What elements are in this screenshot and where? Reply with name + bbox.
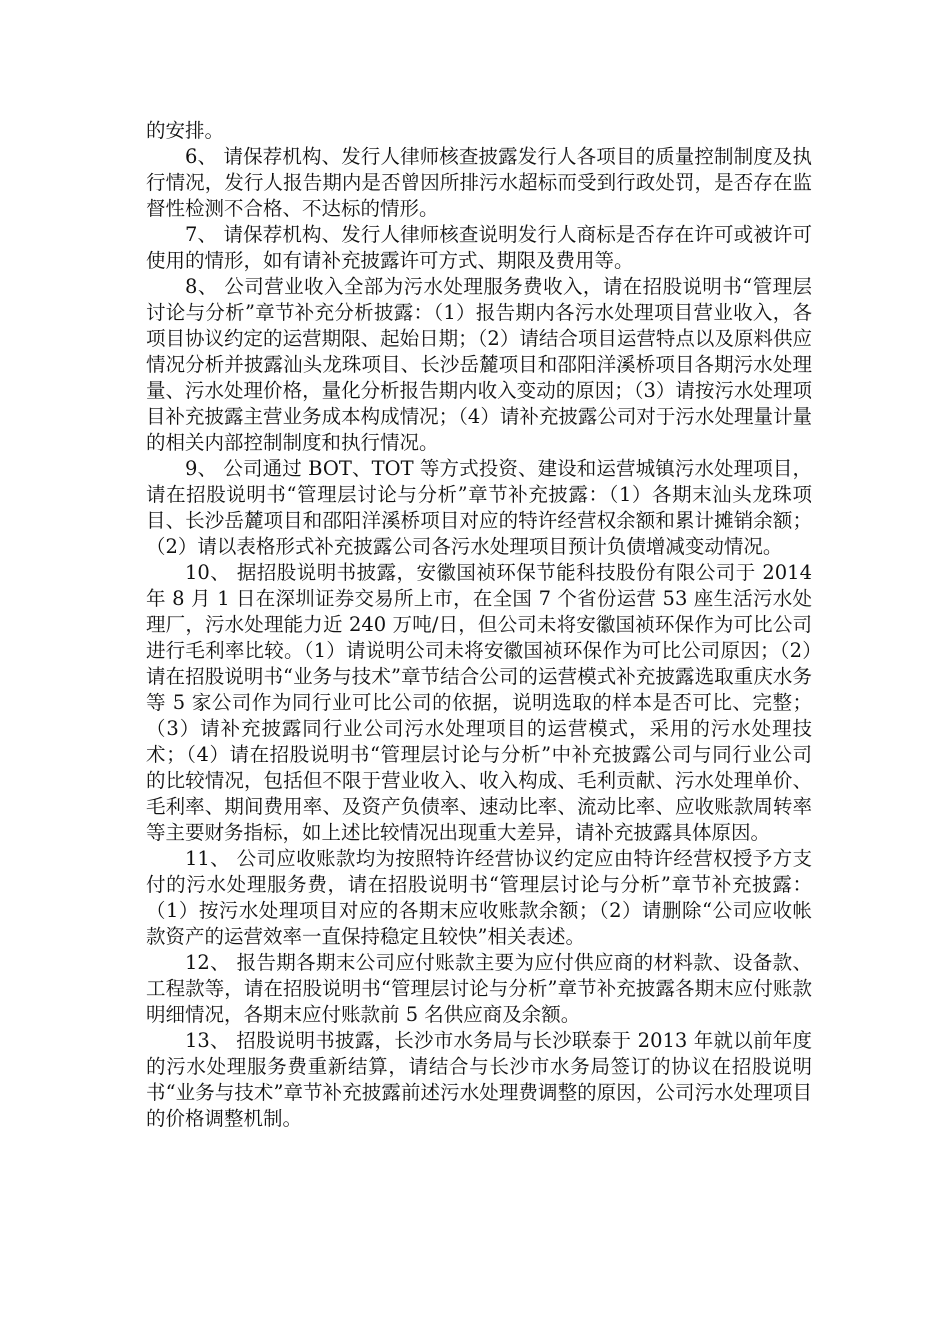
document-page [146, 118, 812, 1132]
paragraph-item-12: 12、 报告期各期末公司应付账款主要为应付供应商的材料款、设备款、工程款等，请在招股说明书“管理层讨论与分析”章节补充披露各期末应付账款明细情况，各期末应付账款前 5 名供应商及余额。 [146, 951, 812, 1026]
paragraph-item-10: 10、 据招股说明书披露，安徽国祯环保节能科技股份有限公司于 2014 年 8 月 1 日在深圳证券交易所上市，在全国 7 个省份运营 53 座生活污水处理厂，污水处理能力近 240 万吨/日，但公司未将安徽国祯环保作为可比公司进行毛利率比较。（1）请说明公司未将安徽国祯环保作为可比公司原因；（2）请在招股说明书“业务与技术”章节结合公司的运营模式补充披露选取重庆水务等 5 家公司作为同行业可比公司的依据，说明选取的样本是否可比、完整；（3）请补充披露同行业公司污水处理项目的运营模式，采用的污水处理技术；（4）请在招股说明书“管理层讨论与分析”中补充披露公司与同行业公司的比较情况，包括但不限于营业收入、收入构成、毛利贡献、污水处理单价、毛利率、期间费用率、及资产负债率、速动比率、流动比率、应收账款周转率等主要财务指标，如上述比较情况出现重大差异，请补充披露具体原因。 [146, 561, 812, 844]
paragraph-continuation: 的安排。 [146, 119, 225, 142]
paragraph-item-7: 7、 请保荐机构、发行人律师核查说明发行人商标是否存在许可或被许可使用的情形，如有请补充披露许可方式、期限及费用等。 [146, 223, 812, 272]
paragraph-item-8: 8、 公司营业收入全部为污水处理服务费收入，请在招股说明书“管理层讨论与分析”章节补充分析披露：（1）报告期内各污水处理项目营业收入，各项目协议约定的运营期限、起始日期；（2）请结合项目运营特点以及原料供应情况分析并披露汕头龙珠项目、长沙岳麓项目和邵阳洋溪桥项目各期污水处理量、污水处理价格，量化分析报告期内收入变动的原因；（3）请按污水处理项目补充披露主营业务成本构成情况；（4）请补充披露公司对于污水处理量计量的相关内部控制制度和执行情况。 [146, 275, 812, 454]
paragraph-item-9: 9、 公司通过 BOT、TOT 等方式投资、建设和运营城镇污水处理项目，请在招股说明书“管理层讨论与分析”章节补充披露：（1）各期末汕头龙珠项目、长沙岳麓项目和邵阳洋溪桥项目对应的特许经营权余额和累计摊销余额；（2）请以表格形式补充披露公司各污水处理项目预计负债增减变动情况。 [146, 457, 812, 558]
paragraph-item-6: 6、 请保荐机构、发行人律师核查披露发行人各项目的质量控制制度及执行情况，发行人报告期内是否曾因所排污水超标而受到行政处罚，是否存在监督性检测不合格、不达标的情形。 [146, 145, 812, 220]
paragraph-item-13: 13、 招股说明书披露，长沙市水务局与长沙联泰于 2013 年就以前年度的污水处理服务费重新结算，请结合与长沙市水务局签订的协议在招股说明书“业务与技术”章节补充披露前述污水处理费调整的原因，公司污水处理项目的价格调整机制。 [146, 1029, 812, 1130]
paragraph-item-11: 11、 公司应收账款均为按照特许经营协议约定应由特许经营权授予方支付的污水处理服务费，请在招股说明书“管理层讨论与分析”章节补充披露：（1）按污水处理项目对应的各期末应收账款余额；（2）请删除“公司应收帐款资产的运营效率一直保持稳定且较快”相关表述。 [146, 847, 812, 948]
